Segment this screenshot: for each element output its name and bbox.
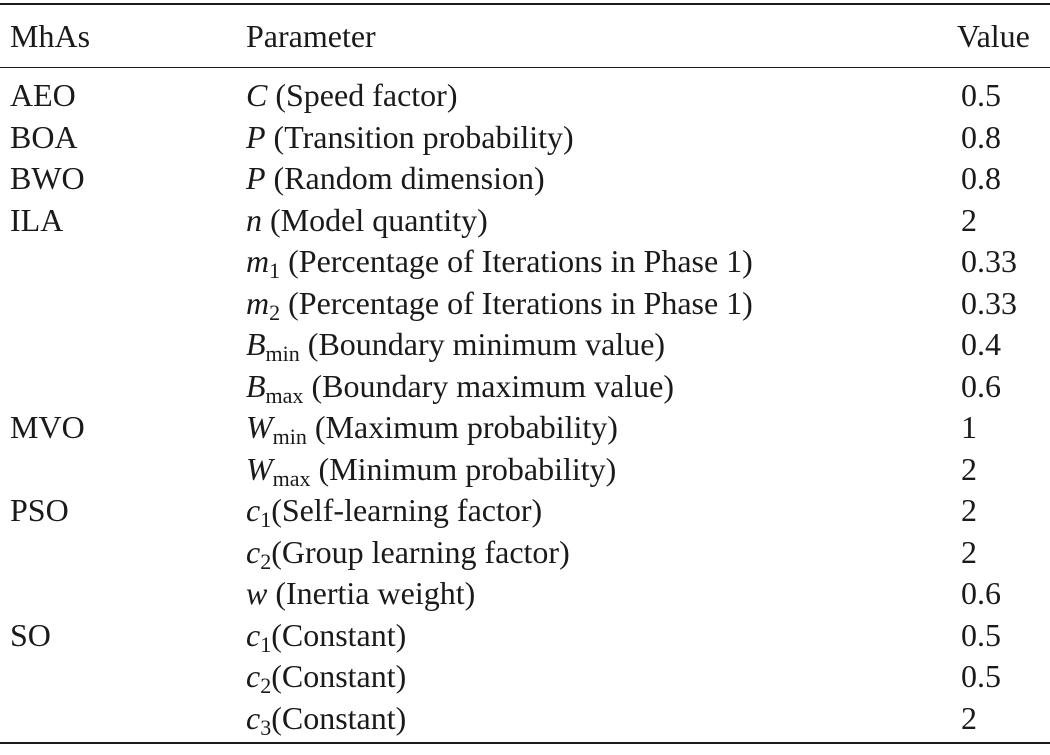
parameter-description: (Transition probability) [265, 118, 574, 155]
parameter-description: (Speed factor) [267, 77, 458, 113]
cell-value: 2 [961, 699, 977, 736]
table-row [0, 698, 1050, 740]
cell-parameter [246, 200, 488, 242]
cell-algorithm: BOA [10, 118, 78, 155]
parameter-subscript: 3 [260, 714, 272, 740]
parameter-symbol: w [246, 575, 268, 611]
cell-algorithm: PSO [10, 492, 69, 528]
cell-value: 0.8 [961, 160, 1001, 196]
parameter-description: (Percentage of Iterations in Phase 1) [280, 243, 753, 279]
parameter-subscript: max [265, 382, 304, 408]
parameter-symbol: P [246, 118, 266, 155]
table-row [0, 324, 1050, 366]
parameter-description: (Constant) [271, 616, 407, 653]
header-parameter: Parameter [246, 18, 376, 54]
parameter-symbol: n [246, 201, 262, 238]
table-row [0, 283, 1050, 325]
cell-parameter [246, 656, 406, 698]
cell-value: 0.5 [961, 77, 1001, 113]
parameter-symbol: W [246, 450, 273, 487]
table-row [0, 75, 1050, 117]
parameter-description: (Group learning factor) [271, 533, 570, 570]
cell-value: 0.5 [961, 658, 1001, 694]
table-row [0, 158, 1050, 200]
table-row [0, 200, 1050, 242]
parameter-symbol: c [246, 658, 261, 694]
cell-value: 2 [961, 450, 977, 487]
table-body [0, 75, 1050, 739]
cell-algorithm: SO [10, 616, 51, 653]
parameter-description: (Model quantity) [262, 201, 488, 238]
parameter-description: (Self-learning factor) [271, 492, 543, 528]
parameter-subscript: 2 [260, 548, 272, 574]
table-row [0, 449, 1050, 491]
cell-value: 0.5 [961, 616, 1001, 653]
cell-value: 0.33 [961, 243, 1017, 279]
cell-parameter [246, 698, 406, 740]
parameter-symbol: B [246, 367, 266, 404]
parameter-symbol: m [246, 243, 270, 279]
cell-parameter [246, 490, 542, 532]
header-value: Value [957, 18, 1030, 54]
table-row [0, 532, 1050, 574]
table-top-rule [0, 3, 1050, 5]
cell-value: 0.33 [961, 284, 1017, 321]
parameter-subscript: 1 [260, 631, 272, 657]
cell-value: 0.8 [961, 118, 1001, 155]
table-row [0, 490, 1050, 532]
parameter-subscript: 1 [260, 507, 272, 532]
table-row [0, 573, 1050, 615]
table-row [0, 241, 1050, 283]
table-row [0, 615, 1050, 657]
cell-parameter [246, 324, 665, 366]
parameter-subscript: max [272, 465, 311, 491]
parameter-description: (Constant) [271, 658, 407, 694]
parameter-description: (Inertia weight) [267, 575, 476, 611]
parameter-description: (Boundary maximum value) [303, 367, 675, 404]
parameter-symbol: W [246, 409, 273, 445]
parameter-description: (Percentage of Iterations in Phase 1) [280, 284, 753, 321]
cell-value: 0.4 [961, 326, 1001, 362]
cell-value: 2 [961, 533, 977, 570]
cell-algorithm: AEO [10, 77, 76, 113]
cell-parameter [246, 241, 753, 283]
parameter-subscript: 2 [269, 299, 281, 325]
cell-algorithm: BWO [10, 160, 85, 196]
cell-value: 1 [961, 409, 977, 445]
cell-parameter [246, 158, 545, 200]
cell-parameter [246, 573, 475, 615]
cell-value: 2 [961, 201, 977, 238]
table-row [0, 407, 1050, 449]
cell-algorithm: ILA [10, 201, 64, 238]
parameter-symbol: C [246, 77, 268, 113]
cell-value: 0.6 [961, 367, 1001, 404]
parameter-description: (Minimum probability) [310, 450, 617, 487]
cell-parameter [246, 532, 570, 574]
parameter-description: (Random dimension) [265, 160, 545, 196]
cell-value: 2 [961, 492, 977, 528]
parameter-subscript: 1 [269, 258, 281, 283]
table-header-rule [0, 67, 1050, 68]
parameter-description: (Constant) [271, 699, 407, 736]
table-bottom-rule [0, 742, 1050, 744]
parameter-subscript: min [272, 424, 307, 449]
cell-value: 0.6 [961, 575, 1001, 611]
parameter-subscript: 2 [260, 673, 272, 698]
table-row [0, 366, 1050, 408]
cell-parameter [246, 407, 618, 449]
parameter-symbol: c [246, 616, 261, 653]
cell-parameter [246, 283, 753, 325]
parameter-description: (Boundary minimum value) [299, 326, 666, 362]
cell-parameter [246, 449, 616, 491]
parameter-symbol: B [246, 326, 266, 362]
header-mhas: MhAs [10, 18, 91, 54]
parameter-symbol: P [246, 160, 266, 196]
parameter-subscript: min [265, 341, 300, 366]
parameter-symbol: c [246, 533, 261, 570]
table-header-row [0, 12, 1050, 60]
parameter-symbol: c [246, 492, 261, 528]
parameter-symbol: m [246, 284, 270, 321]
parameter-symbol: c [246, 699, 261, 736]
parameter-description: (Maximum probability) [306, 409, 618, 445]
cell-algorithm: MVO [10, 409, 85, 445]
cell-parameter [246, 366, 674, 408]
cell-parameter [246, 615, 406, 657]
cell-parameter [246, 117, 574, 159]
table-row [0, 656, 1050, 698]
cell-parameter [246, 75, 457, 117]
table-row [0, 117, 1050, 159]
